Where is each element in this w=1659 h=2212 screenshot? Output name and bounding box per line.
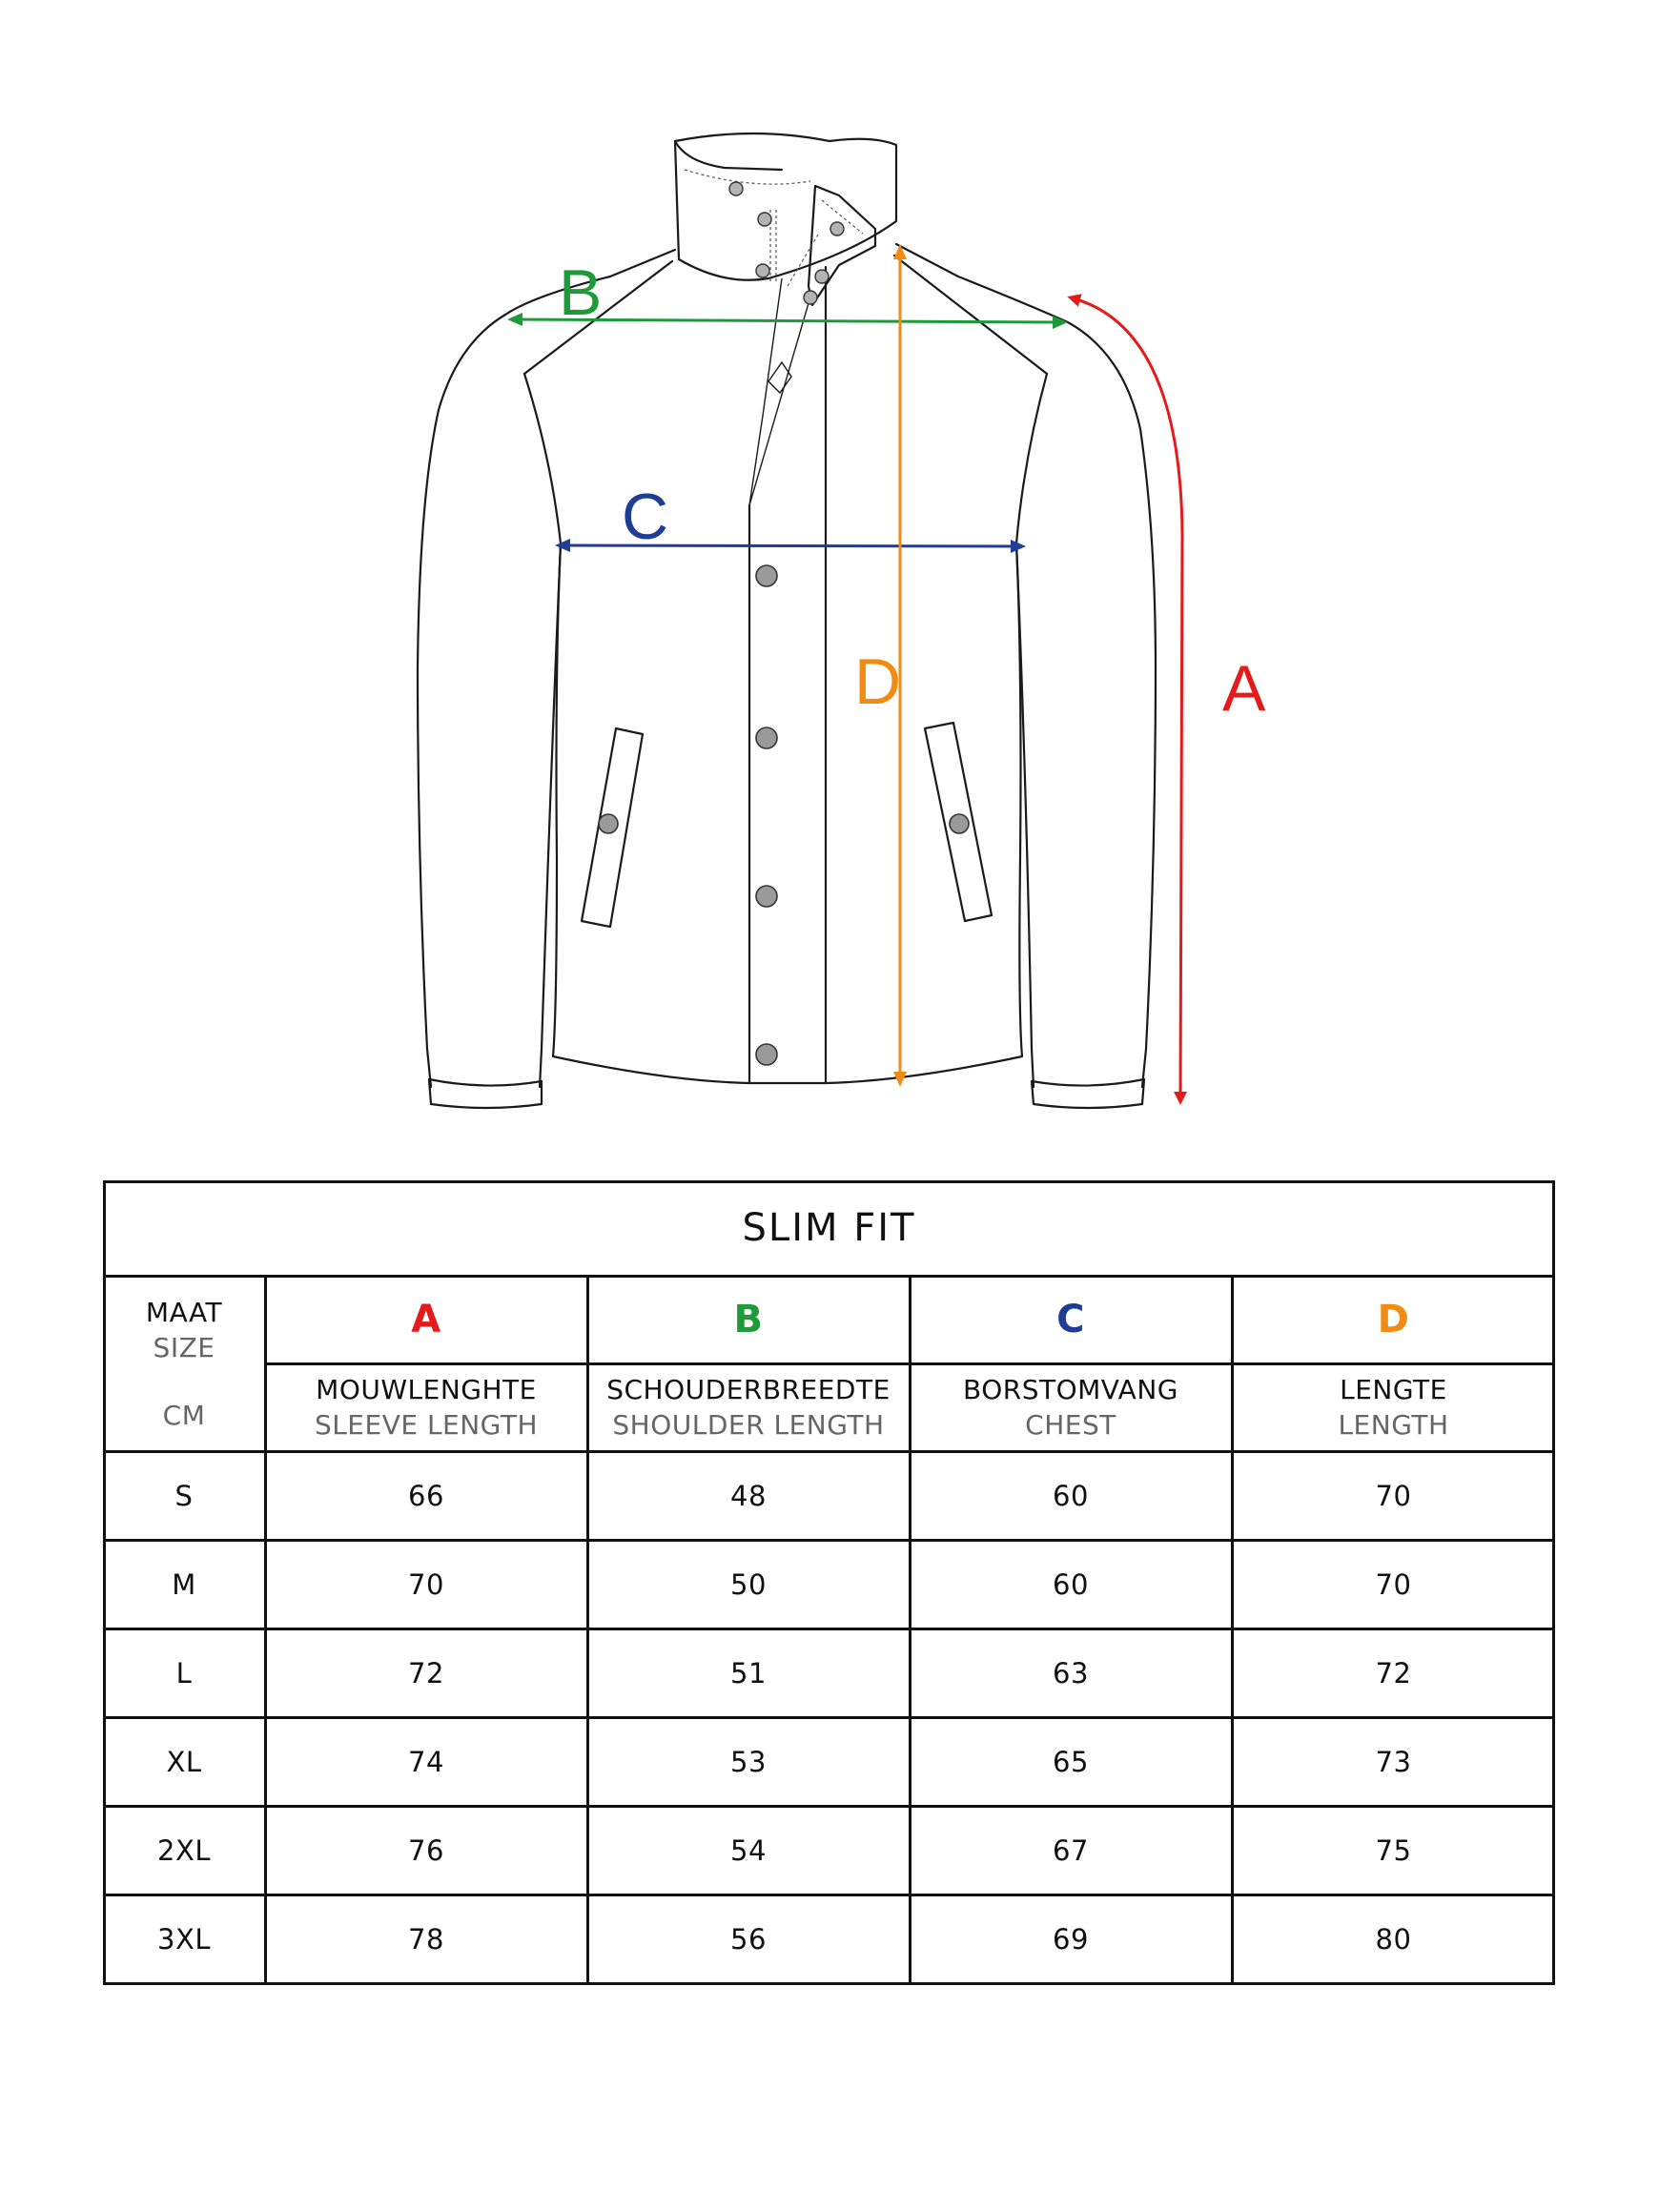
jacket-outline: [418, 133, 1156, 1108]
value-cell-d: 75: [1375, 1833, 1412, 1867]
value-cell-d: 73: [1375, 1745, 1412, 1778]
value-cell-c: 69: [1053, 1922, 1089, 1956]
label-c: C: [622, 481, 669, 553]
value-cell-b: 53: [730, 1745, 767, 1778]
value-cell-c: 63: [1053, 1656, 1089, 1690]
value-cell-c: 60: [1053, 1567, 1089, 1601]
size-cell: L: [175, 1656, 193, 1690]
value-cell-b: 50: [730, 1567, 767, 1601]
column-header-nl: MOUWLENGHTE: [316, 1374, 537, 1405]
size-header-en: SIZE: [153, 1332, 215, 1363]
column-header-en: SHOULDER LENGTH: [612, 1409, 885, 1441]
column-header-d: [1232, 1363, 1555, 1451]
value-cell-a: 74: [408, 1745, 444, 1778]
column-letter-a: A: [411, 1298, 441, 1342]
snap-buttons: [599, 182, 969, 1065]
measure-d-length: [854, 252, 901, 1079]
value-cell-d: 80: [1375, 1922, 1412, 1956]
column-header-en: LENGTH: [1338, 1409, 1449, 1441]
value-cell-b: 48: [730, 1479, 767, 1512]
value-cell-a: 76: [408, 1833, 444, 1867]
value-cell-a: 78: [408, 1922, 444, 1956]
size-table: [103, 1180, 1555, 1983]
value-cell-a: 66: [408, 1479, 444, 1512]
value-cell-d: 72: [1375, 1656, 1412, 1690]
value-cell-b: 56: [730, 1922, 767, 1956]
table-title: SLIM FIT: [742, 1206, 916, 1250]
value-cell-a: 72: [408, 1656, 444, 1690]
label-a: A: [1222, 652, 1266, 725]
measure-a-sleeve-length: [1074, 298, 1266, 1098]
size-cell: XL: [166, 1745, 202, 1778]
column-header-a: [265, 1363, 587, 1451]
size-cell: 2XL: [157, 1833, 211, 1867]
value-cell-d: 70: [1375, 1567, 1412, 1601]
value-cell-c: 60: [1053, 1479, 1089, 1512]
value-cell-b: 51: [730, 1656, 767, 1690]
measure-c-chest: [563, 481, 1018, 553]
column-header-nl: SCHOUDERBREEDTE: [606, 1374, 891, 1405]
column-header-en: SLEEVE LENGTH: [314, 1409, 539, 1441]
value-cell-d: 70: [1375, 1479, 1412, 1512]
column-header-nl: BORSTOMVANG: [963, 1374, 1178, 1405]
size-cell: S: [174, 1479, 194, 1512]
value-cell-b: 54: [730, 1833, 767, 1867]
value-cell-c: 65: [1053, 1745, 1089, 1778]
column-header-c: [910, 1363, 1232, 1451]
column-header-en: CHEST: [1025, 1409, 1116, 1441]
column-letter-d: D: [1377, 1298, 1410, 1342]
column-header-b: [587, 1363, 910, 1451]
column-letter-b: B: [733, 1298, 764, 1342]
size-header-unit: CM: [162, 1400, 206, 1431]
size-header: [103, 1276, 265, 1451]
measure-b-shoulder-length: [515, 256, 1060, 329]
label-d: D: [854, 645, 902, 718]
value-cell-c: 67: [1053, 1833, 1089, 1867]
size-cell: 3XL: [157, 1922, 211, 1956]
size-cell: M: [172, 1567, 196, 1601]
column-letter-c: C: [1056, 1298, 1085, 1342]
label-b: B: [559, 256, 603, 329]
column-header-nl: LENGTE: [1340, 1374, 1447, 1405]
value-cell-a: 70: [408, 1567, 444, 1601]
size-header-nl: MAAT: [145, 1297, 223, 1328]
